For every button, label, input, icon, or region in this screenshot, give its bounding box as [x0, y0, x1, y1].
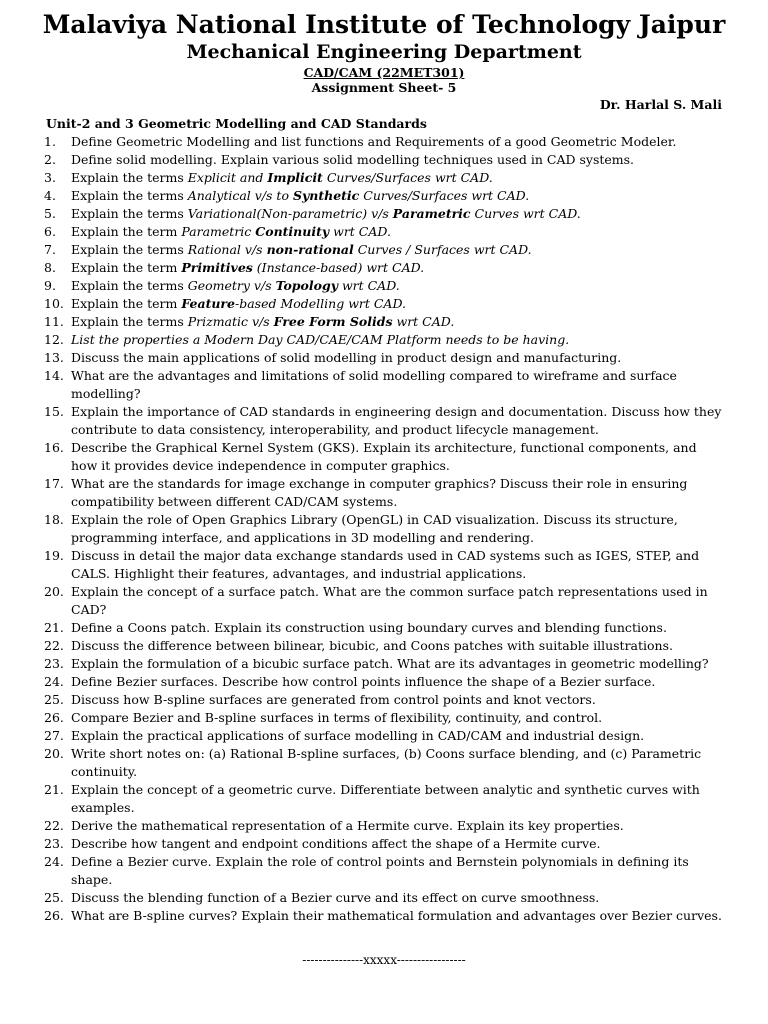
question-text-part: wrt CAD.: [337, 278, 400, 293]
question-item: [44, 907, 724, 925]
question-emphasis: non-rational: [266, 242, 354, 257]
question-text: [71, 332, 569, 347]
question-text-part: List the properties a Modern Day CAD/CAE/CAM Platform needs to be having.: [71, 332, 570, 347]
question-text: [71, 404, 721, 437]
question-text-part: Curves / Surfaces wrt CAD.: [353, 242, 532, 257]
question-emphasis: Free Form Solids: [273, 314, 393, 329]
question-text: [71, 350, 621, 365]
question-text: [71, 476, 687, 509]
question-item: [44, 439, 724, 475]
question-item: [44, 583, 724, 619]
question-text: [71, 224, 391, 239]
question-number: 6.: [44, 224, 56, 239]
author-name: Dr. Harlal S. Mali: [599, 97, 722, 112]
question-text-part: Prizmatic v/s: [187, 314, 274, 329]
question-item: [44, 205, 724, 223]
question-number: 4.: [44, 188, 56, 203]
question-number: 21.: [44, 620, 64, 635]
question-number: 23.: [44, 656, 64, 671]
question-item: [44, 169, 724, 187]
question-text-part: Explain the concept of a surface patch. What are the common surface patch representations used in CAD?: [71, 584, 708, 617]
question-item: [44, 853, 724, 889]
question-number: 26.: [44, 710, 64, 725]
question-text-part: Geometry v/s: [187, 278, 276, 293]
question-text-part: Discuss the main applications of solid modelling in product design and manufacturing.: [71, 350, 622, 365]
question-text-part: Rational v/s: [187, 242, 267, 257]
question-item: [44, 187, 724, 205]
question-text: [71, 692, 596, 707]
question-text: [71, 296, 406, 311]
question-emphasis: Topology: [275, 278, 338, 293]
question-text: [71, 854, 689, 887]
question-item: [44, 313, 724, 331]
question-text-part: Explain the term: [71, 260, 182, 275]
question-text-part: Curves/Surfaces wrt CAD.: [359, 188, 530, 203]
question-text-part: Analytical v/s to: [187, 188, 293, 203]
question-emphasis: Implicit: [267, 170, 323, 185]
question-text-part: Define solid modelling. Explain various solid modelling techniques used in CAD systems.: [71, 152, 635, 167]
question-text-part: Parametric: [181, 224, 256, 239]
question-text-part: wrt CAD.: [329, 224, 391, 239]
sheet-title: Assignment Sheet- 5: [311, 80, 457, 95]
question-emphasis: Feature: [181, 296, 235, 311]
question-text: [71, 548, 699, 581]
question-number: 22.: [44, 638, 64, 653]
question-number: 27.: [44, 728, 64, 743]
question-text-part: Explain the terms: [71, 278, 188, 293]
question-item: [44, 349, 724, 367]
question-text: [71, 638, 673, 653]
question-text-part: Explain the terms: [71, 242, 188, 257]
question-item: [44, 673, 724, 691]
question-number: 19.: [44, 548, 64, 563]
question-text-part: Explain the concept of a geometric curve. Differentiate between analytic and synthetic curves with examples.: [71, 782, 700, 815]
question-number: 1.: [44, 134, 56, 149]
question-text-part: -based Modelling wrt CAD.: [234, 296, 407, 311]
unit-heading: Unit-2 and 3 Geometric Modelling and CAD Standards: [46, 116, 427, 131]
question-item: [44, 223, 724, 241]
question-item: [44, 889, 724, 907]
question-item: [44, 151, 724, 169]
question-text-part: Curves/Surfaces wrt CAD.: [322, 170, 493, 185]
question-text-part: Explain the formulation of a bicubic surface patch. What are its advantages in geometric modelling?: [71, 656, 709, 671]
question-text: [71, 782, 700, 815]
question-number: 2.: [44, 152, 56, 167]
question-text-part: Derive the mathematical representation of a Hermite curve. Explain its key properties.: [71, 818, 624, 833]
question-number: 24.: [44, 854, 64, 869]
question-emphasis: Primitives: [181, 260, 253, 275]
question-item: [44, 259, 724, 277]
question-text: [71, 368, 677, 401]
question-text: [71, 512, 678, 545]
question-item: [44, 727, 724, 745]
question-item: [44, 241, 724, 259]
department-title: Mechanical Engineering Department: [186, 41, 582, 63]
question-text-part: Define Bezier surfaces. Describe how control points influence the shape of a Bezier surface.: [71, 674, 656, 689]
institute-title: Malaviya National Institute of Technology Jaipur: [42, 10, 726, 39]
footer-separator: ---------------xxxxx-----------------: [302, 953, 466, 967]
question-number: 18.: [44, 512, 64, 527]
question-text-part: (Instance-based) wrt CAD.: [252, 260, 425, 275]
question-item: [44, 295, 724, 313]
question-number: 12.: [44, 332, 64, 347]
question-text: [71, 818, 624, 833]
question-text: [71, 152, 634, 167]
question-text-part: Explain the term: [71, 224, 182, 239]
question-number: 13.: [44, 350, 64, 365]
question-text: [71, 836, 600, 851]
question-text: [71, 260, 424, 275]
question-number: 3.: [44, 170, 56, 185]
question-item: [44, 547, 724, 583]
question-emphasis: Continuity: [255, 224, 330, 239]
question-text: [71, 674, 655, 689]
question-text-part: Explain the terms: [71, 206, 188, 221]
question-text: [71, 620, 667, 635]
question-item: [44, 781, 724, 817]
question-emphasis: Synthetic: [292, 188, 360, 203]
question-item: [44, 331, 724, 349]
question-text-part: wrt CAD.: [392, 314, 455, 329]
question-text-part: Explain the importance of CAD standards in engineering design and documentation. Discuss how they contribute to data consistency, interoperability, and product lifecycle management.: [71, 404, 722, 437]
question-number: 9.: [44, 278, 56, 293]
question-item: [44, 637, 724, 655]
question-item: [44, 709, 724, 727]
question-item: [44, 367, 724, 403]
question-number: 7.: [44, 242, 56, 257]
question-text-part: Variational(Non-parametric) v/s: [187, 206, 393, 221]
question-number: 14.: [44, 368, 64, 383]
question-text-part: Discuss the blending function of a Bezier curve and its effect on curve smoothness.: [71, 890, 600, 905]
question-number: 26.: [44, 908, 64, 923]
question-text-part: Explain the terms: [71, 188, 188, 203]
question-text-part: Describe the Graphical Kernel System (GKS). Explain its architecture, functional components, and how it provides device independence in computer graphics.: [71, 440, 697, 473]
question-text-part: Define Geometric Modelling and list functions and Requirements of a good Geometric Modeler.: [71, 134, 677, 149]
question-text-part: What are the standards for image exchange in computer graphics? Discuss their role in ensuring compatibility between different CAD/CAM systems.: [71, 476, 688, 509]
question-text-part: Discuss in detail the major data exchange standards used in CAD systems such as IGES, STEP, and CALS. Highlight their features, advantages, and industrial applications.: [71, 548, 700, 581]
question-text: [71, 314, 454, 329]
question-number: 24.: [44, 674, 64, 689]
question-number: 5.: [44, 206, 56, 221]
question-number: 25.: [44, 692, 64, 707]
question-number: 25.: [44, 890, 64, 905]
question-text-part: Discuss how B-spline surfaces are generated from control points and knot vectors.: [71, 692, 596, 707]
question-item: [44, 403, 724, 439]
question-text: [71, 278, 400, 293]
question-text-part: What are B-spline curves? Explain their mathematical formulation and advantages over Bezier curves.: [71, 908, 722, 923]
question-text: [71, 710, 602, 725]
question-text-part: Describe how tangent and endpoint conditions affect the shape of a Hermite curve.: [71, 836, 601, 851]
question-number: 22.: [44, 818, 64, 833]
question-text-part: Write short notes on: (a) Rational B-spline surfaces, (b) Coons surface blending, and (c) Parametric continuity.: [71, 746, 702, 779]
question-number: 8.: [44, 260, 56, 275]
question-item: [44, 835, 724, 853]
question-text: [71, 134, 676, 149]
question-list: [44, 133, 724, 925]
question-number: 20.: [44, 746, 64, 761]
question-item: [44, 691, 724, 709]
question-text-part: Explain the terms: [71, 314, 188, 329]
question-item: [44, 133, 724, 151]
question-item: [44, 817, 724, 835]
question-text-part: What are the advantages and limitations of solid modelling compared to wireframe and surface modelling?: [71, 368, 677, 401]
question-item: [44, 745, 724, 781]
question-text: [71, 170, 493, 185]
question-item: [44, 655, 724, 673]
question-number: 21.: [44, 782, 64, 797]
question-number: 15.: [44, 404, 64, 419]
question-text: [71, 188, 529, 203]
question-text-part: Explain the practical applications of surface modelling in CAD/CAM and industrial design.: [71, 728, 645, 743]
question-text: [71, 440, 697, 473]
question-text-part: Explain the term: [71, 296, 182, 311]
question-text-part: Define a Coons patch. Explain its construction using boundary curves and blending functions.: [71, 620, 667, 635]
question-number: 16.: [44, 440, 64, 455]
question-text: [71, 890, 599, 905]
question-text: [71, 242, 532, 257]
question-item: [44, 511, 724, 547]
question-item: [44, 277, 724, 295]
question-text: [71, 728, 644, 743]
question-item: [44, 475, 724, 511]
question-text: [71, 206, 581, 221]
question-text-part: Explicit and: [187, 170, 268, 185]
question-text-part: Compare Bezier and B-spline surfaces in terms of flexibility, continuity, and control.: [71, 710, 603, 725]
question-text: [71, 656, 709, 671]
question-item: [44, 619, 724, 637]
question-text-part: Define a Bezier curve. Explain the role of control points and Bernstein polynomials in defining its shape.: [71, 854, 689, 887]
question-number: 23.: [44, 836, 64, 851]
question-text-part: Explain the terms: [71, 170, 188, 185]
question-number: 11.: [44, 314, 64, 329]
question-text-part: Curves wrt CAD.: [470, 206, 581, 221]
question-text: [71, 908, 722, 923]
question-text-part: Discuss the difference between bilinear, bicubic, and Coons patches with suitable illustrations.: [71, 638, 673, 653]
question-text: [71, 584, 708, 617]
question-text-part: Explain the role of Open Graphics Library (OpenGL) in CAD visualization. Discuss its structure, programming interface, and applications in 3D modelling and rendering.: [71, 512, 678, 545]
course-code: CAD/CAM (22MET301): [303, 65, 465, 80]
question-number: 17.: [44, 476, 64, 491]
question-number: 20.: [44, 584, 64, 599]
question-emphasis: Parametric: [392, 206, 471, 221]
question-number: 10.: [44, 296, 64, 311]
question-text: [71, 746, 701, 779]
